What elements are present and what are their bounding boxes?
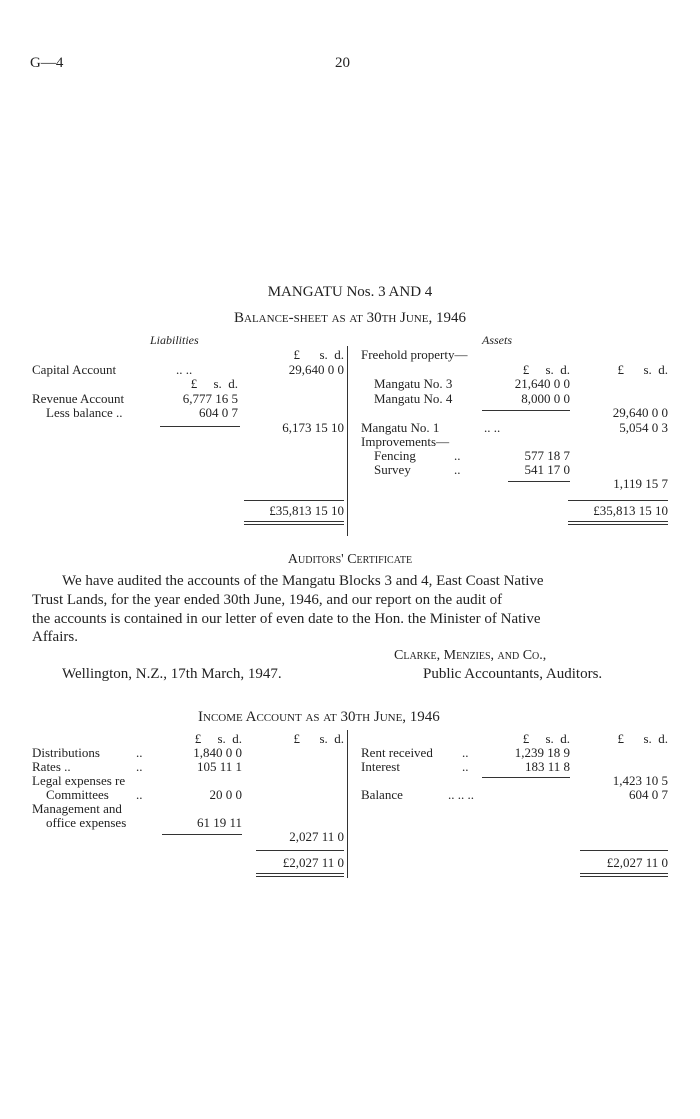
currency-header: £ s. d. <box>194 731 242 746</box>
survey-amount: 541 17 0 <box>524 462 570 477</box>
auditors-heading: Auditors' Certificate <box>287 552 413 567</box>
revenue-account-label: Revenue Account <box>32 391 125 406</box>
fencing-amount: 577 18 7 <box>524 448 570 463</box>
balance-sheet-divider <box>347 346 348 536</box>
certificate-line: Trust Lands, for the year ended 30th June, 1946, and our report on the audit of <box>32 592 503 608</box>
currency-header: £ s. d. <box>617 731 668 746</box>
rent-received-label: Rent received <box>361 745 433 760</box>
income-left-grand-total: £2,027 11 0 <box>282 855 344 870</box>
total-rule <box>568 500 668 501</box>
certificate-line: We have audited the accounts of the Mangatu Blocks 3 and 4, East Coast Native <box>62 573 544 589</box>
management-amount: 61 19 11 <box>196 815 242 830</box>
balance-total: 604 0 7 <box>629 787 668 802</box>
leader-dots: .. <box>454 448 461 463</box>
survey-label: Survey <box>374 462 411 477</box>
fencing-label: Fencing <box>374 448 416 463</box>
mangatu-4-amount: 8,000 0 0 <box>521 391 570 406</box>
income-right-grand-total: £2,027 11 0 <box>606 855 668 870</box>
certificate-line: the accounts is contained in our letter of even date to the Hon. the Minister of Native <box>32 611 541 627</box>
balance-label: Balance <box>361 787 403 802</box>
leader-dots: .. .. .. <box>448 787 474 802</box>
leader-dots: .. <box>462 745 469 760</box>
interest-amount: 183 11 8 <box>524 759 570 774</box>
improvements-total: 1,119 15 7 <box>613 476 668 491</box>
revenue-net-amount: 6,173 15 10 <box>282 420 344 435</box>
rates-amount: 105 11 1 <box>196 759 242 774</box>
freehold-label: Freehold property— <box>361 347 468 362</box>
revenue-account-amount: 6,777 16 5 <box>182 391 238 406</box>
subtotal-rule <box>160 426 240 427</box>
leader-dots: .. <box>136 745 143 760</box>
currency-header: £ s. d. <box>522 731 570 746</box>
income-account-title: Income Account as at 30th June, 1946 <box>198 709 440 725</box>
mangatu-1-label: Mangatu No. 1 <box>361 420 440 435</box>
management-label: Management and <box>32 801 122 816</box>
expenses-total: 2,027 11 0 <box>289 829 344 844</box>
signatory: Clarke, Menzies, and Co., <box>394 648 547 663</box>
leader-dots: .. <box>462 759 469 774</box>
balance-sheet-title: MANGATU Nos. 3 AND 4 <box>267 284 433 300</box>
liabilities-heading: Liabilities <box>150 333 199 347</box>
currency-header: £ s. d. <box>293 731 344 746</box>
double-rule <box>568 521 668 522</box>
legal-expenses-amount: 20 0 0 <box>209 787 242 802</box>
mangatu-1-total: 5,054 0 3 <box>619 420 668 435</box>
leader-dots: .. .. <box>176 362 193 377</box>
leader-dots: .. <box>136 759 143 774</box>
currency-header: £ s. d. <box>293 347 344 362</box>
double-rule <box>244 524 344 525</box>
double-rule <box>256 873 344 874</box>
income-account-divider <box>347 730 348 878</box>
freehold-total: 29,640 0 0 <box>612 405 668 420</box>
total-rule <box>580 850 668 851</box>
double-rule <box>256 876 344 877</box>
mangatu-4-label: Mangatu No. 4 <box>374 391 453 406</box>
leader-dots: .. <box>136 787 143 802</box>
double-rule <box>580 876 668 877</box>
leader-dots: .. .. <box>484 420 501 435</box>
mangatu-3-amount: 21,640 0 0 <box>514 376 570 391</box>
double-rule <box>568 524 668 525</box>
legal-expenses-label: Legal expenses re <box>32 773 126 788</box>
rent-received-amount: 1,239 18 9 <box>514 745 570 760</box>
report-code: G—4 <box>30 55 64 71</box>
total-rule <box>244 500 344 501</box>
distributions-label: Distributions <box>32 745 100 760</box>
double-rule <box>244 521 344 522</box>
double-rule <box>580 873 668 874</box>
subtotal-rule <box>482 777 570 778</box>
page-number: 20 <box>335 55 350 71</box>
leader-dots: .. <box>454 462 461 477</box>
currency-header: £ s. d. <box>522 362 570 377</box>
currency-header: £ s. d. <box>190 376 238 391</box>
certificate-line: Affairs. <box>32 629 78 645</box>
management-label: office expenses <box>46 815 127 830</box>
currency-header: £ s. d. <box>617 362 668 377</box>
interest-label: Interest <box>361 759 400 774</box>
total-rule <box>256 850 344 851</box>
assets-grand-total: £35,813 15 10 <box>593 503 668 518</box>
capital-account-label: Capital Account <box>32 362 117 377</box>
less-balance-label: Less balance .. <box>46 405 123 420</box>
place-and-date: Wellington, N.Z., 17th March, 1947. <box>62 666 282 682</box>
assets-heading: Assets <box>482 333 512 347</box>
liabilities-grand-total: £35,813 15 10 <box>269 503 344 518</box>
capital-account-total: 29,640 0 0 <box>288 362 344 377</box>
improvements-label: Improvements— <box>361 434 450 449</box>
mangatu-3-label: Mangatu No. 3 <box>374 376 453 391</box>
subtotal-rule <box>482 410 570 411</box>
balance-sheet-subtitle: Balance-sheet as at 30th June, 1946 <box>234 310 466 326</box>
distributions-amount: 1,840 0 0 <box>193 745 242 760</box>
rates-label: Rates .. <box>32 759 71 774</box>
less-balance-amount: 604 0 7 <box>199 405 238 420</box>
legal-expenses-label: Committees <box>46 787 109 802</box>
signatory-role: Public Accountants, Auditors. <box>423 666 603 682</box>
income-subtotal: 1,423 10 5 <box>612 773 668 788</box>
